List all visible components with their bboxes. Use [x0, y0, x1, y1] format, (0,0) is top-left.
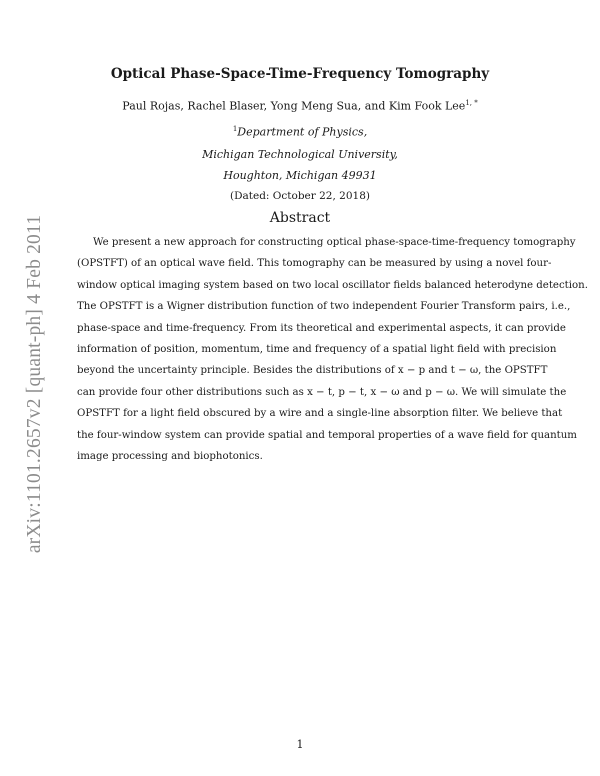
abstract-body — [77, 232, 588, 467]
affiliation-line-1 — [0, 125, 600, 139]
abstract-line: We present a new approach for constructing optical phase-space-time-frequency tomography — [93, 237, 576, 248]
author-names: Paul Rojas, Rachel Blaser, Yong Meng Sua, and Kim Fook Lee — [122, 99, 466, 113]
abstract-line: the four-window system can provide spatial and temporal properties of a wave field for quantum — [77, 429, 577, 441]
abstract-line: window optical imaging system based on two local oscillator fields balanced heterodyne detection. — [77, 279, 588, 291]
abstract-line: The OPSTFT is a Wigner distribution function of two independent Fourier Transform pairs, i.e., — [77, 301, 571, 313]
author-list — [0, 99, 600, 113]
affiliation-line-2: Michigan Technological University, — [202, 148, 398, 161]
page-number: 1 — [296, 738, 304, 751]
arxiv-identifier: arXiv:1101.2657v2 [quant-ph] 4 Feb 2011 — [24, 214, 45, 554]
abstract-line: information of position, momentum, time and frequency of a spatial light field with precision — [77, 344, 557, 356]
abstract-line: image processing and biophotonics. — [77, 451, 263, 463]
abstract-line: OPSTFT for a light field obscured by a wire and a single-line absorption filter. We believe that — [77, 408, 563, 420]
affiliation-department: Department of Physics, — [237, 125, 368, 139]
abstract-line: (OPSTFT) of an optical wave field. This tomography can be measured by using a novel four- — [77, 258, 552, 270]
author-affiliation-mark: 1, * — [465, 99, 478, 107]
paper-title: Optical Phase-Space-Time-Frequency Tomography — [110, 66, 490, 82]
affiliation-mark: 1 — [232, 125, 238, 133]
abstract-heading: Abstract — [269, 210, 331, 226]
abstract-line: can provide four other distributions such as x − t, p − t, x − ω and p − ω. We will simulate the — [77, 386, 567, 398]
abstract-line: phase-space and time-frequency. From its theoretical and experimental aspects, it can provide — [77, 322, 566, 334]
abstract-line: beyond the uncertainty principle. Besides the distributions of x − p and t − ω, the OPSTFT — [77, 365, 548, 377]
affiliation-line-3: Houghton, Michigan 49931 — [223, 169, 377, 182]
date-line: (Dated: October 22, 2018) — [230, 190, 370, 202]
